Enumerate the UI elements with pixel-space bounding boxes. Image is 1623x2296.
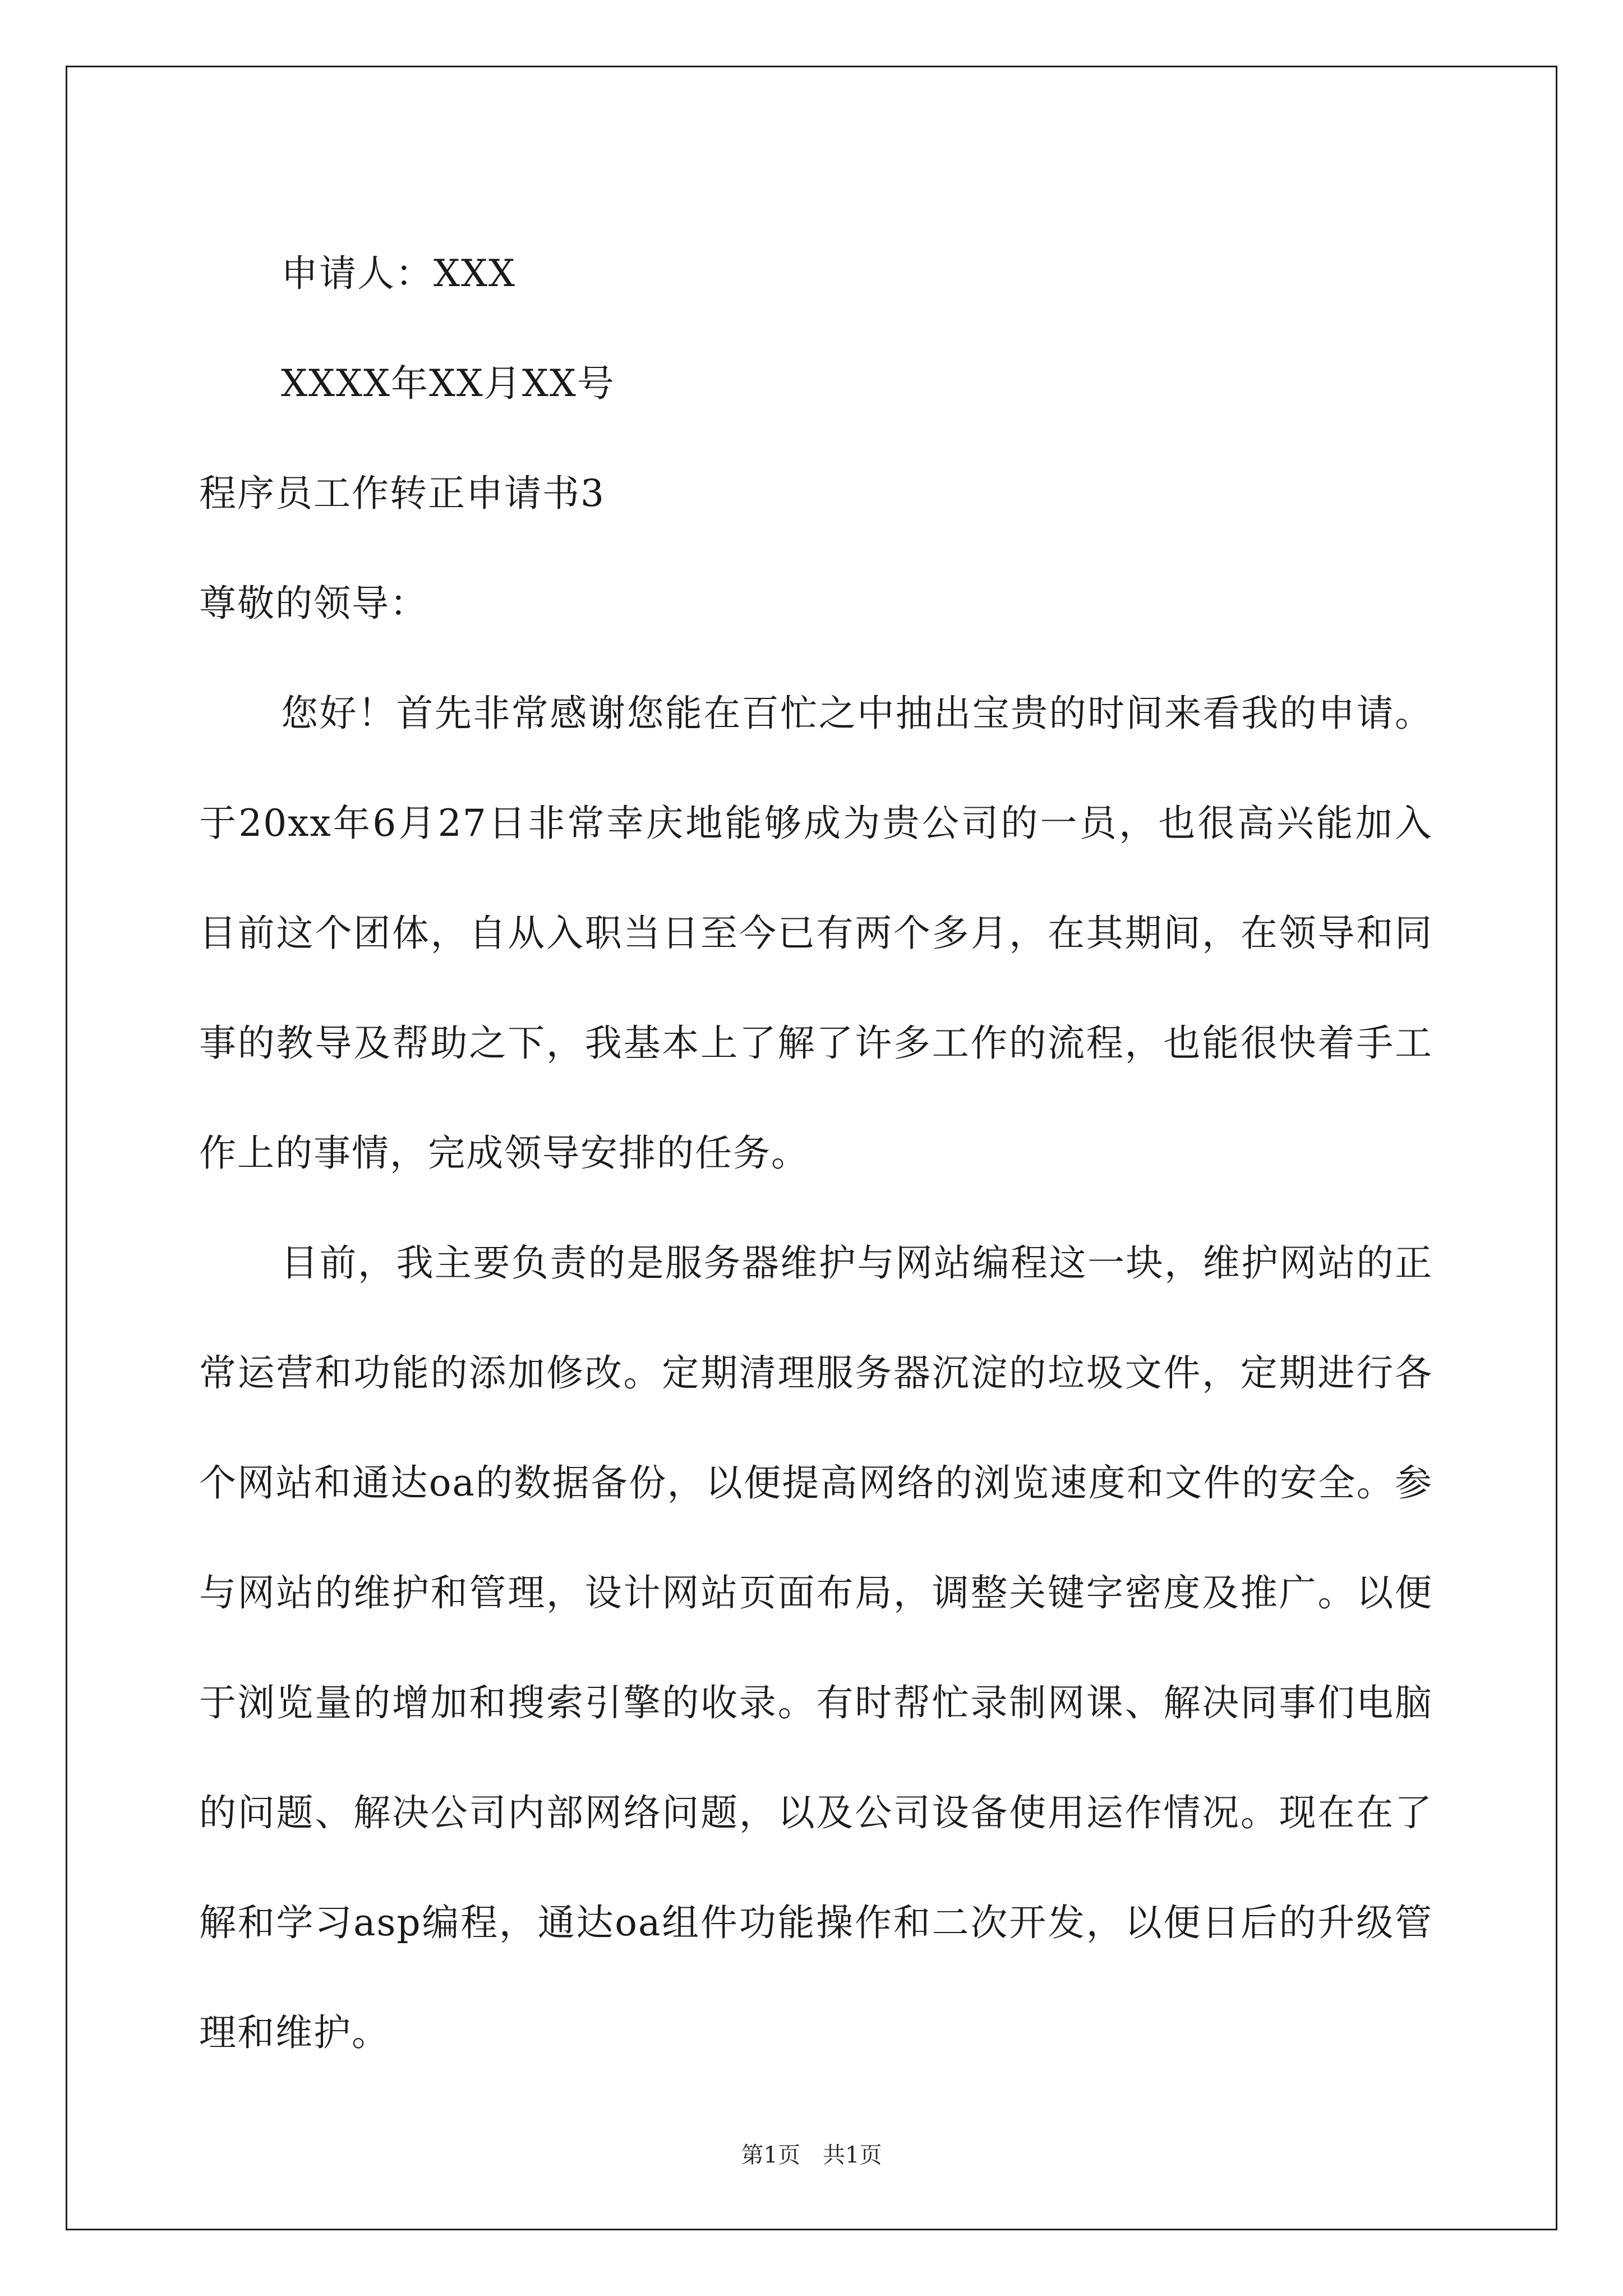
paragraph-greeting: 您好！首先非常感谢您能在百忙之中抽出宝贵的时间来看我的申请。于20xx年6月27日非常幸庆地能够成为贵公司的一员，也很高兴能加入目前这个团体，自从入职当日至今已有两个多月，在其期间，在领导和同事的教导及帮助之下，我基本上了解了许多工作的流程，也能很快着手工作上的事情，完成领导安排的任务。 [199, 692, 1433, 1175]
salutation: 尊敬的领导： [199, 582, 428, 625]
date-line: XXXX年XX月XX号 [281, 362, 615, 405]
paragraph-duties: 目前，我主要负责的是服务器维护与网站编程这一块，维护网站的正常运营和功能的添加修改。定期清理服务器沉淀的垃圾文件，定期进行各个网站和通达oa的数据备份，以便提高网络的浏览速度和文件的安全。参与网站的维护和管理，设计网站页面布局，调整关键字密度及推广。以便于浏览量的增加和搜索引擎的收录。有时帮忙录制网课、解决同事们电脑的问题、解决公司内部网络问题，以及公司设备使用运作情况。现在在了解和学习asp编程，通达oa组件功能操作和二次开发，以便日后的升级管理和维护。 [199, 1241, 1433, 2054]
document-title: 程序员工作转正申请书3 [199, 472, 605, 515]
page-footer: 第1页 共1页 [741, 2142, 882, 2168]
applicant-line: 申请人：XXX [281, 252, 516, 295]
document-body [199, 219, 1433, 2088]
